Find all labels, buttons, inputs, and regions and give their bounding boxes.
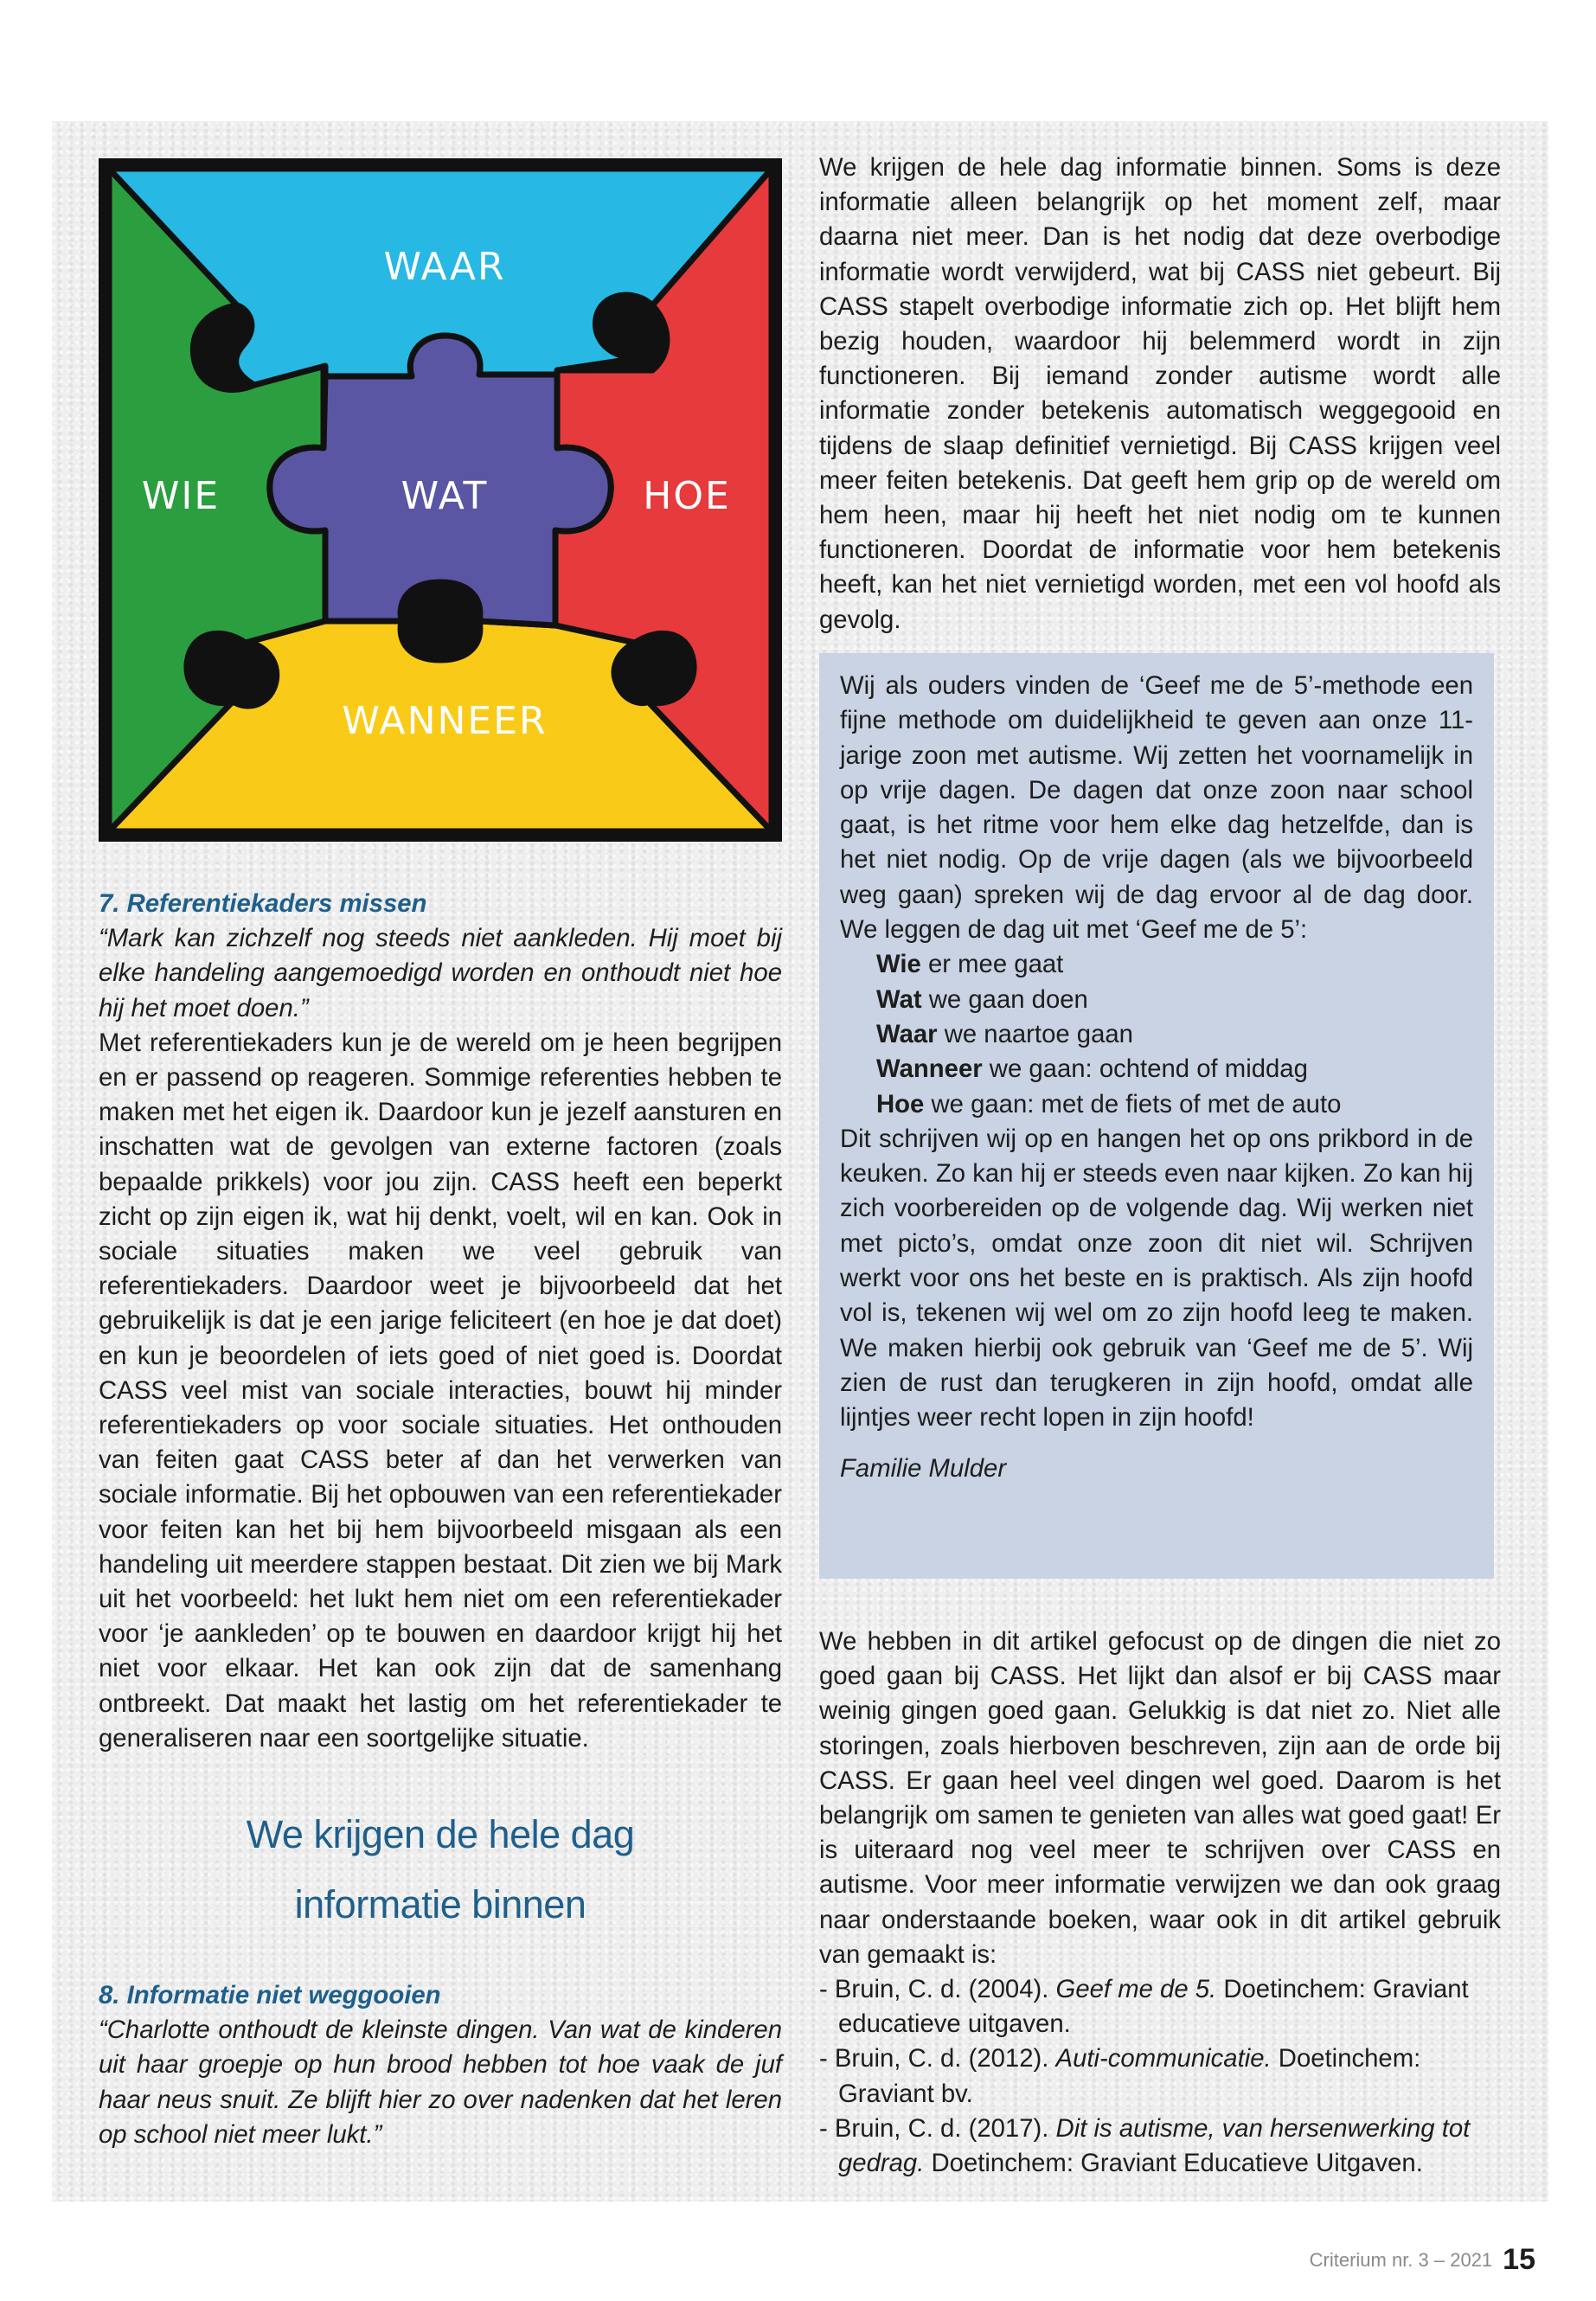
list-item: [876, 983, 1473, 1017]
issue-label: Criterium nr. 3 – 2021: [1309, 2249, 1493, 2271]
list-item-text: we gaan: met de fiets of met de auto: [924, 1089, 1342, 1118]
list-item: [876, 947, 1473, 982]
parent-testimonial-box: [819, 653, 1494, 1579]
puzzle-label-waar: WAAR: [383, 245, 506, 289]
reference-author: - Bruin, C. d. (2017).: [819, 2113, 1056, 2143]
puzzle-svg: [99, 158, 782, 842]
reference-publisher: Doetinchem: Graviant Educatieve Uitgaven.: [924, 2149, 1423, 2178]
five-w-list: [840, 947, 1473, 1121]
list-item-text: we gaan doen: [921, 984, 1088, 1014]
right-column-top: [819, 151, 1501, 638]
reference-title: Dit is autisme, van hersenwerking tot gedrag.: [838, 2113, 1471, 2178]
page-number: 15: [1503, 2243, 1535, 2276]
puzzle-label-hoe: HOE: [643, 474, 731, 518]
page-footer: [1310, 2240, 1535, 2274]
right-column-bottom: [819, 1625, 1501, 2181]
list-item-text: we naartoe gaan: [937, 1019, 1133, 1048]
list-item-text: er mee gaat: [920, 950, 1064, 979]
testimonial-text: [840, 669, 1473, 1486]
list-item-key: Wat: [876, 984, 922, 1014]
list-item-key: Waar: [876, 1019, 938, 1048]
list-item: [876, 1017, 1473, 1052]
list-item-key: Wanneer: [876, 1054, 983, 1084]
reference-publisher: Doetinchem: Graviant educatieve uitgaven.: [838, 1975, 1469, 2039]
puzzle-label-wie: WIE: [141, 474, 221, 518]
conclusion-paragraph: We hebben in dit artikel gefocust op de dingen die niet zo goed gaan bij CASS. Het lijkt dan alsof er bij CASS maar weinig gingen goed gaan. Gelukkig is dat niet zo. Niet alle storingen, zoals hierboven beschreven, zijn aan de orde bij CASS. Er gaan heel veel dingen wel goed. Daarom is het belangrijk om samen te genieten van alles wat goed gaat! Er is uiteraard nog veel meer te schrijven over CASS en autisme. Voor meer informatie verwijzen we dan ook graag naar onderstaande boeken, waar ook in dit artikel gebruik van gemaakt is:: [819, 1627, 1501, 1969]
list-item-key: Wie: [876, 950, 921, 979]
reference-item: [819, 1972, 1501, 2041]
list-item: [876, 1052, 1473, 1086]
pull-quote-line-2: informatie binnen: [294, 1882, 586, 1927]
reference-author: - Bruin, C. d. (2012).: [819, 2044, 1056, 2073]
reference-title: Auti-communicatie.: [1055, 2044, 1272, 2073]
list-item-key: Hoe: [876, 1089, 925, 1118]
reference-title: Geef me de 5.: [1055, 1975, 1217, 2004]
puzzle-label-wanneer: WANNEER: [342, 699, 548, 743]
section-8-quote: “Charlotte onthoudt de kleinste dingen. Van wat de kinderen uit haar groepje op hun brood hebben tot hoe vaak de juf haar neus snuit. Ze blijft hier zo over nadenken dat het leren op school niet meer lukt.”: [99, 2016, 782, 2149]
reference-item: [819, 2112, 1501, 2181]
section-7-body: Met referentiekaders kun je de wereld om je heen begrijpen en er passend op reageren. Sommige referenties hebben te maken met het eigen ik. Daardoor kun je jezelf aansturen en inschatten wat de gevolgen van externe factoren (zoals bepaalde prikkels) voor jou zijn. CASS heeft een beperkt zicht op zijn eigen ik, wat hij denkt, voelt, wil en kan. Ook in sociale situaties maken we veel gebruik van referentiekaders. Daardoor weet je bijvoorbeeld dat het gebruikelijk is dat je een jarige feliciteert (en hoe je dat doet) en kun je beoordelen of iets goed of niet goed is. Doordat CASS veel mist van sociale interacties, bouwt hij minder referentiekaders op voor sociale situaties. Het onthouden van feiten gaat CASS beter af dan het verwerken van sociale informatie. Bij het opbouwen van een referentiekader voor feiten kan het bij hem bijvoorbeeld misgaan als een handeling uit meerdere stappen bestaat. Dit zien we bij Mark uit het voorbeeld: het lukt hem niet om een referentiekader voor ‘je aankleden’ op te bouwen en daardoor krijgt hij het niet voor elkaar. Het kan ook zijn dat de samenhang ontbreekt. Dat maakt het lastig om het referentiekader te generaliseren naar een soortgelijke situatie.: [99, 1028, 782, 1753]
list-item-text: we gaan: ochtend of middag: [982, 1054, 1308, 1084]
pull-quote-line-1: We krijgen de hele dag: [246, 1812, 635, 1857]
information-paragraph: We krijgen de hele dag informatie binnen. Soms is deze informatie alleen belangrijk op het moment zelf, maar daarna niet meer. Dan is het nodig dat deze overbodige informatie wordt verwijderd, wat bij CASS niet gebeurt. Bij CASS stapelt overbodige informatie zich op. Het blijft hem bezig houden, waardoor hij belemmerd wordt in zijn functioneren. Bij iemand zonder autisme wordt alle informatie zonder betekenis automatisch weggegooid en tijdens de slaap definitief vernietigd. Bij CASS krijgen veel meer feiten betekenis. Dat geeft hem grip op de wereld om hem heen, maar hij heeft het niet nodig om te kunnen functioneren. Doordat de informatie voor hem betekenis heeft, kan het niet vernietigd worden, met een vol hoofd als gevolg.: [819, 153, 1501, 634]
list-item: [876, 1087, 1473, 1122]
left-column: [99, 887, 782, 2152]
puzzle-illustration: [99, 158, 782, 842]
testimonial-intro: Wij als ouders vinden de ‘Geef me de 5’-methode een fijne methode om duidelijkheid te geven aan onze 11-jarige zoon met autisme. Wij zetten het voornamelijk in op vrije dagen. De dagen dat onze zoon naar school gaat, is het ritme voor hem elke dag hetzelfde, dan is het niet nodig. Op de vrije dagen (als we bijvoorbeeld weg gaan) spreken wij de dag ervoor al de dag door. We leggen de dag uit met ‘Geef me de 5’:: [840, 671, 1473, 945]
section-8-heading: 8. Informatie niet weggooien: [99, 1981, 441, 2010]
puzzle-label-wat: WAT: [401, 474, 489, 518]
testimonial-signature: Familie Mulder: [840, 1453, 1007, 1483]
reference-author: - Bruin, C. d. (2004).: [819, 1975, 1056, 2004]
section-7-quote: “Mark kan zichzelf nog steeds niet aankleden. Hij moet bij elke handeling aangemoedigd worden en onthoudt niet hoe hij het moet doen.”: [99, 924, 782, 1022]
pull-quote: [99, 1799, 782, 1939]
testimonial-outro: Dit schrijven wij op en hangen het op ons prikbord in de keuken. Zo kan hij er steeds even naar kijken. Zo kan hij zich voorbereiden op de volgende dag. Wij werken niet met picto’s, omdat onze zoon dit niet wil. Schrijven werkt voor ons het beste en is praktisch. Als zijn hoofd vol is, tekenen wij wel om zo zijn hoofd leeg te maken. We maken hierbij ook gebruik van ‘Geef me de 5’. Wij zien de rust dan terugkeren in zijn hoofd, omdat alle lijntjes weer recht lopen in zijn hoofd!: [840, 1124, 1473, 1433]
section-7-heading: 7. Referentiekaders missen: [99, 889, 427, 918]
reference-item: [819, 2041, 1501, 2111]
reference-publisher: Doetinchem: Graviant bv.: [838, 2044, 1421, 2108]
references-list: [819, 1972, 1501, 2181]
